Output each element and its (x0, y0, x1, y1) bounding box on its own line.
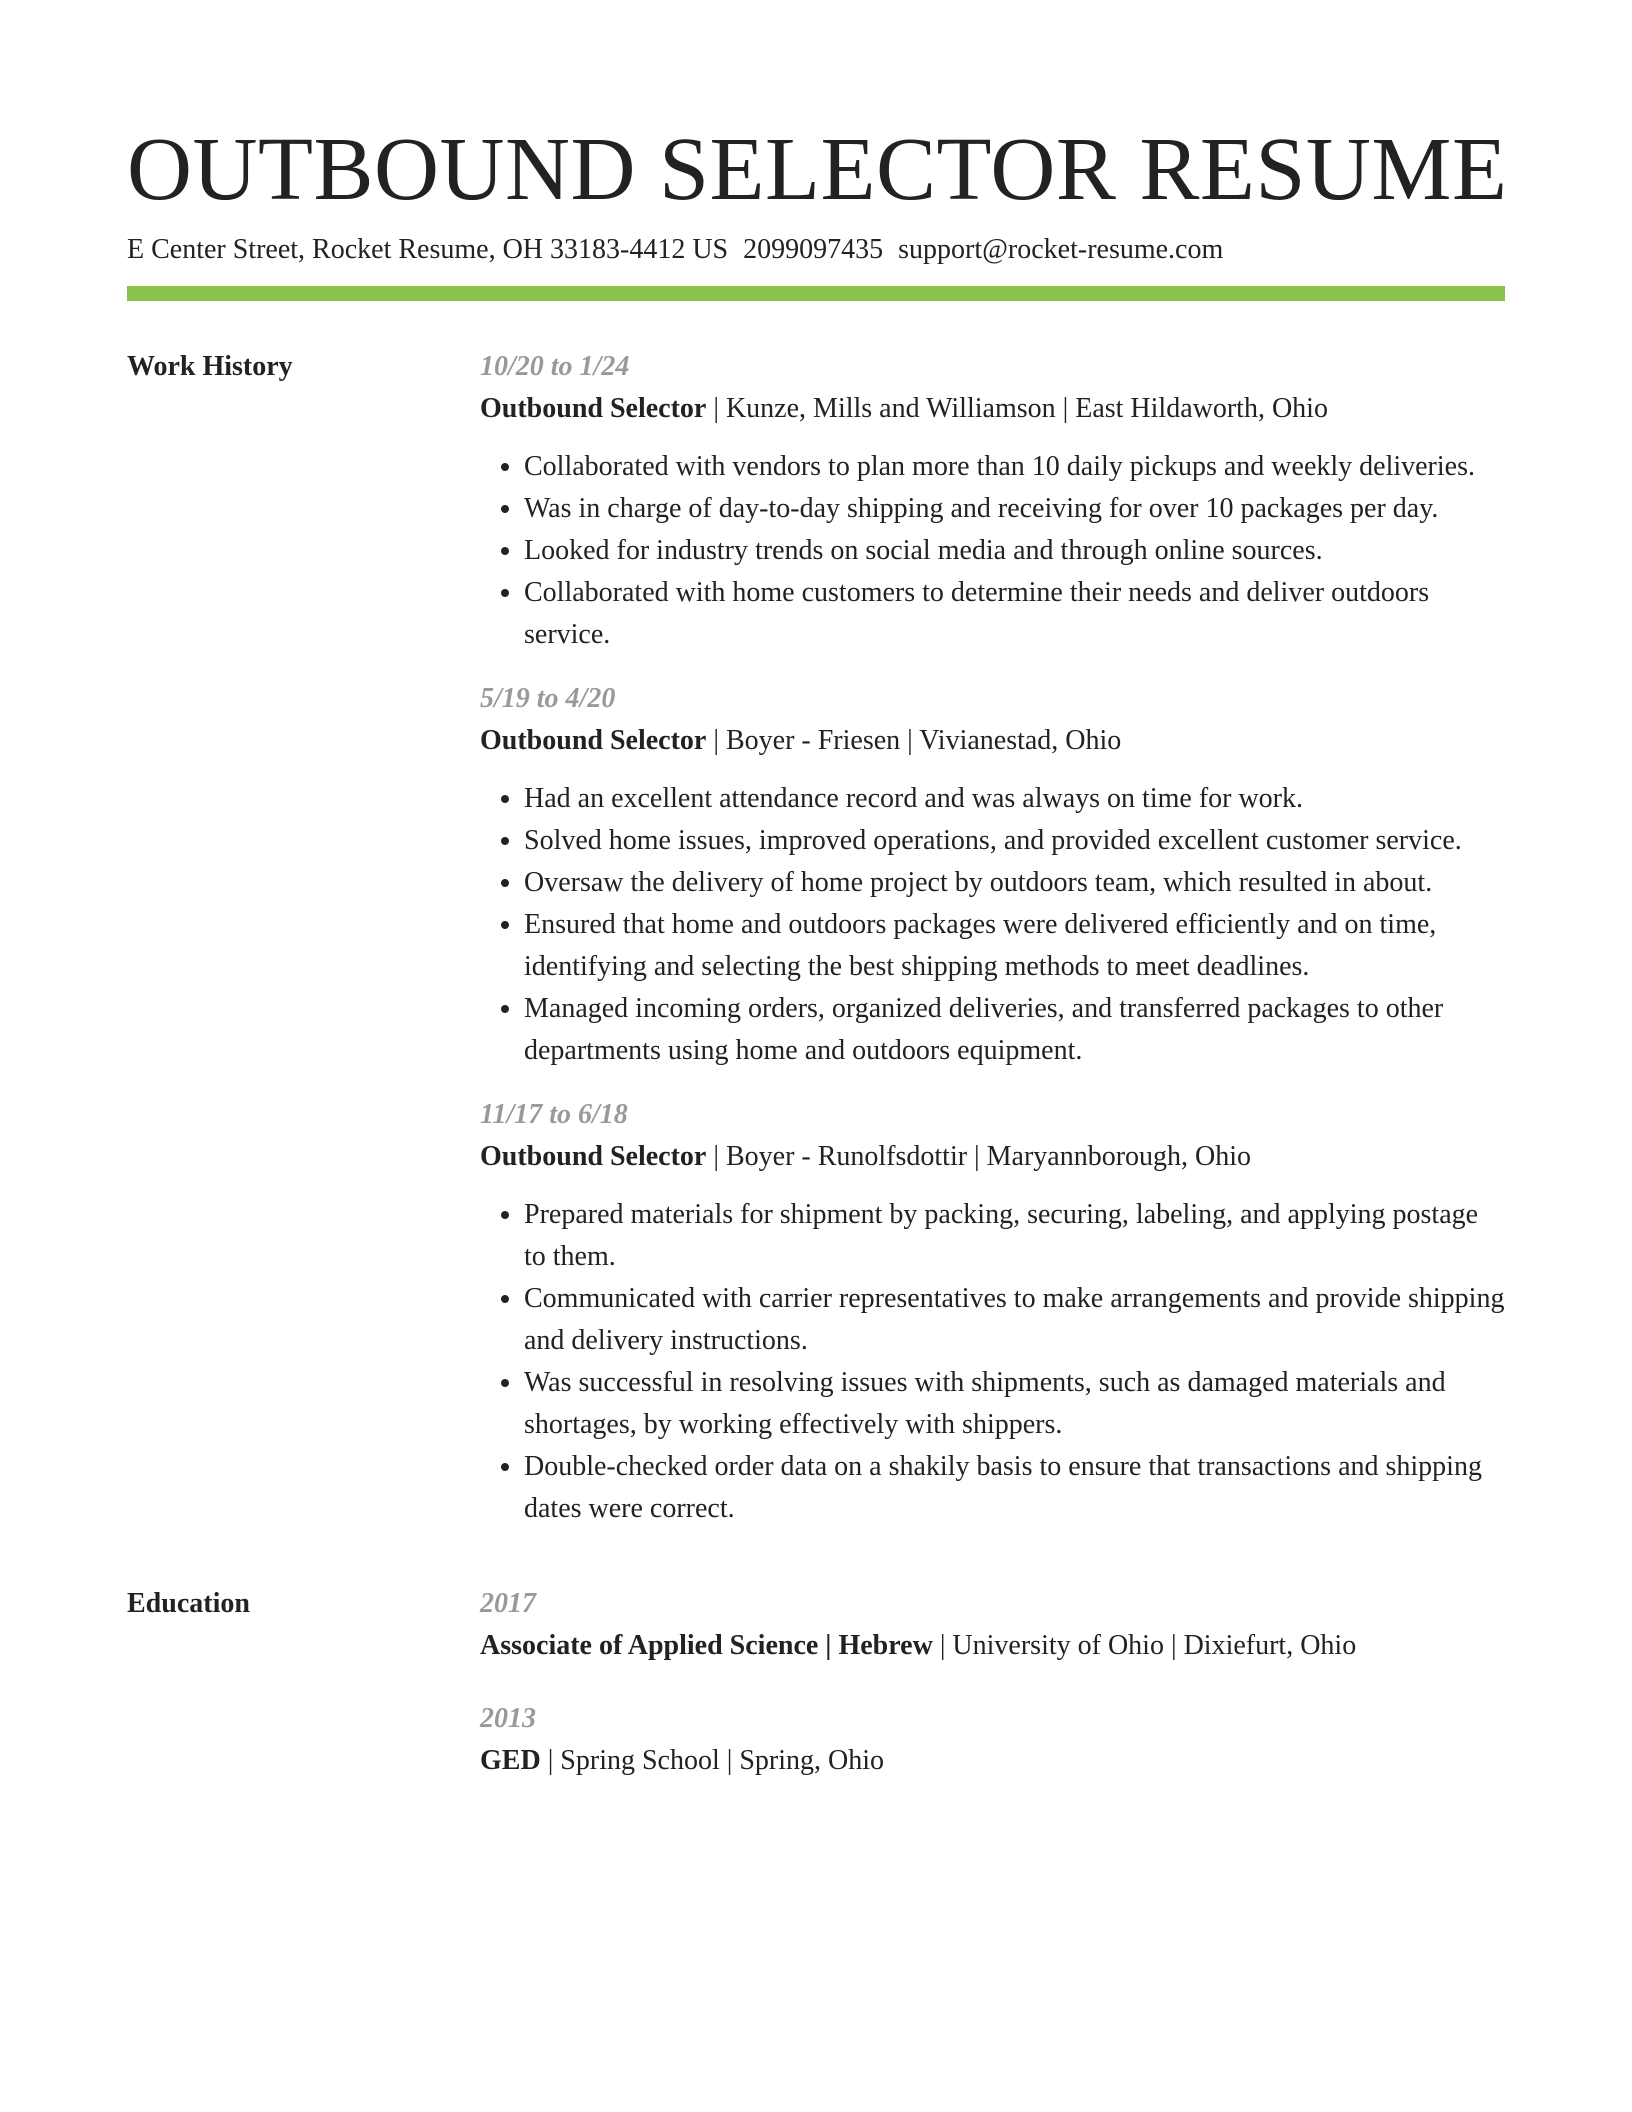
work-history-entries (480, 346, 1505, 1552)
job-title: Outbound Selector (480, 1141, 707, 1172)
job-entry (480, 678, 1505, 1072)
job-heading (480, 1136, 1505, 1178)
contact-email: support@rocket-resume.com (898, 234, 1224, 265)
contact-line (127, 232, 1223, 268)
job-bullet: • Looked for industry trends on social media and through online sources. (524, 530, 1505, 572)
job-bullets (480, 446, 1505, 656)
section-label-education: Education (127, 1588, 250, 1619)
job-dates: 10/20 to 1/24 (480, 351, 630, 382)
job-dates: 5/19 to 4/20 (480, 683, 616, 714)
section-label-work-history: Work History (127, 351, 293, 382)
job-bullet: • Prepared materials for shipment by packing, securing, labeling, and applying postage to them. (524, 1194, 1505, 1278)
education-entry (480, 1583, 1505, 1667)
job-bullet: • Was successful in resolving issues with shipments, such as damaged materials and shortages, by working effectively with shippers. (524, 1362, 1505, 1446)
job-heading (480, 720, 1505, 762)
job-bullet: • Communicated with carrier representatives to make arrangements and provide shipping and delivery instructions. (524, 1278, 1505, 1362)
job-details: | Kunze, Mills and Williamson | East Hildaworth, Ohio (706, 393, 1328, 424)
job-bullet: • Collaborated with vendors to plan more than 10 daily pickups and weekly deliveries. (524, 446, 1505, 488)
job-details: | Boyer - Friesen | Vivianestad, Ohio (706, 725, 1122, 756)
job-dates: 11/17 to 6/18 (480, 1099, 628, 1130)
education-entries (480, 1583, 1505, 1804)
job-title: Outbound Selector (480, 393, 707, 424)
resume-title: OUTBOUND SELECTOR RESUME (127, 120, 1508, 219)
job-title: Outbound Selector (480, 725, 707, 756)
education-heading (480, 1740, 1505, 1782)
job-bullet: • Collaborated with home customers to determine their needs and deliver outdoors service. (524, 572, 1505, 656)
job-bullet: • Ensured that home and outdoors packages were delivered efficiently and on time, identifying and selecting the best shipping methods to meet deadlines. (524, 904, 1505, 988)
education-heading (480, 1625, 1505, 1667)
education-year: 2013 (480, 1703, 536, 1734)
job-bullet: • Had an excellent attendance record and was always on time for work. (524, 778, 1505, 820)
job-bullet: • Was in charge of day-to-day shipping and receiving for over 10 packages per day. (524, 488, 1505, 530)
contact-phone: 2099097435 (743, 234, 884, 265)
accent-divider (127, 286, 1505, 301)
job-bullet: • Oversaw the delivery of home project by outdoors team, which resulted in about. (524, 862, 1505, 904)
education-degree: Associate of Applied Science | Hebrew (480, 1630, 933, 1661)
job-entry (480, 346, 1505, 656)
education-details: | University of Ohio | Dixiefurt, Ohio (932, 1630, 1357, 1661)
education-details: | Spring School | Spring, Ohio (540, 1745, 885, 1776)
education-entry (480, 1698, 1505, 1782)
job-bullet: • Solved home issues, improved operations, and provided excellent customer service. (524, 820, 1505, 862)
job-bullets (480, 1194, 1505, 1530)
job-bullet: • Managed incoming orders, organized deliveries, and transferred packages to other departments using home and outdoors equipment. (524, 988, 1505, 1072)
education-year: 2017 (480, 1588, 536, 1619)
job-bullet: • Double-checked order data on a shakily basis to ensure that transactions and shipping dates were correct. (524, 1446, 1505, 1530)
contact-address: E Center Street, Rocket Resume, OH 33183-4412 US (127, 234, 729, 265)
job-heading (480, 388, 1505, 430)
job-bullets (480, 778, 1505, 1072)
education-degree: GED (480, 1745, 541, 1776)
job-details: | Boyer - Runolfsdottir | Maryannborough, Ohio (706, 1141, 1252, 1172)
job-entry (480, 1094, 1505, 1530)
